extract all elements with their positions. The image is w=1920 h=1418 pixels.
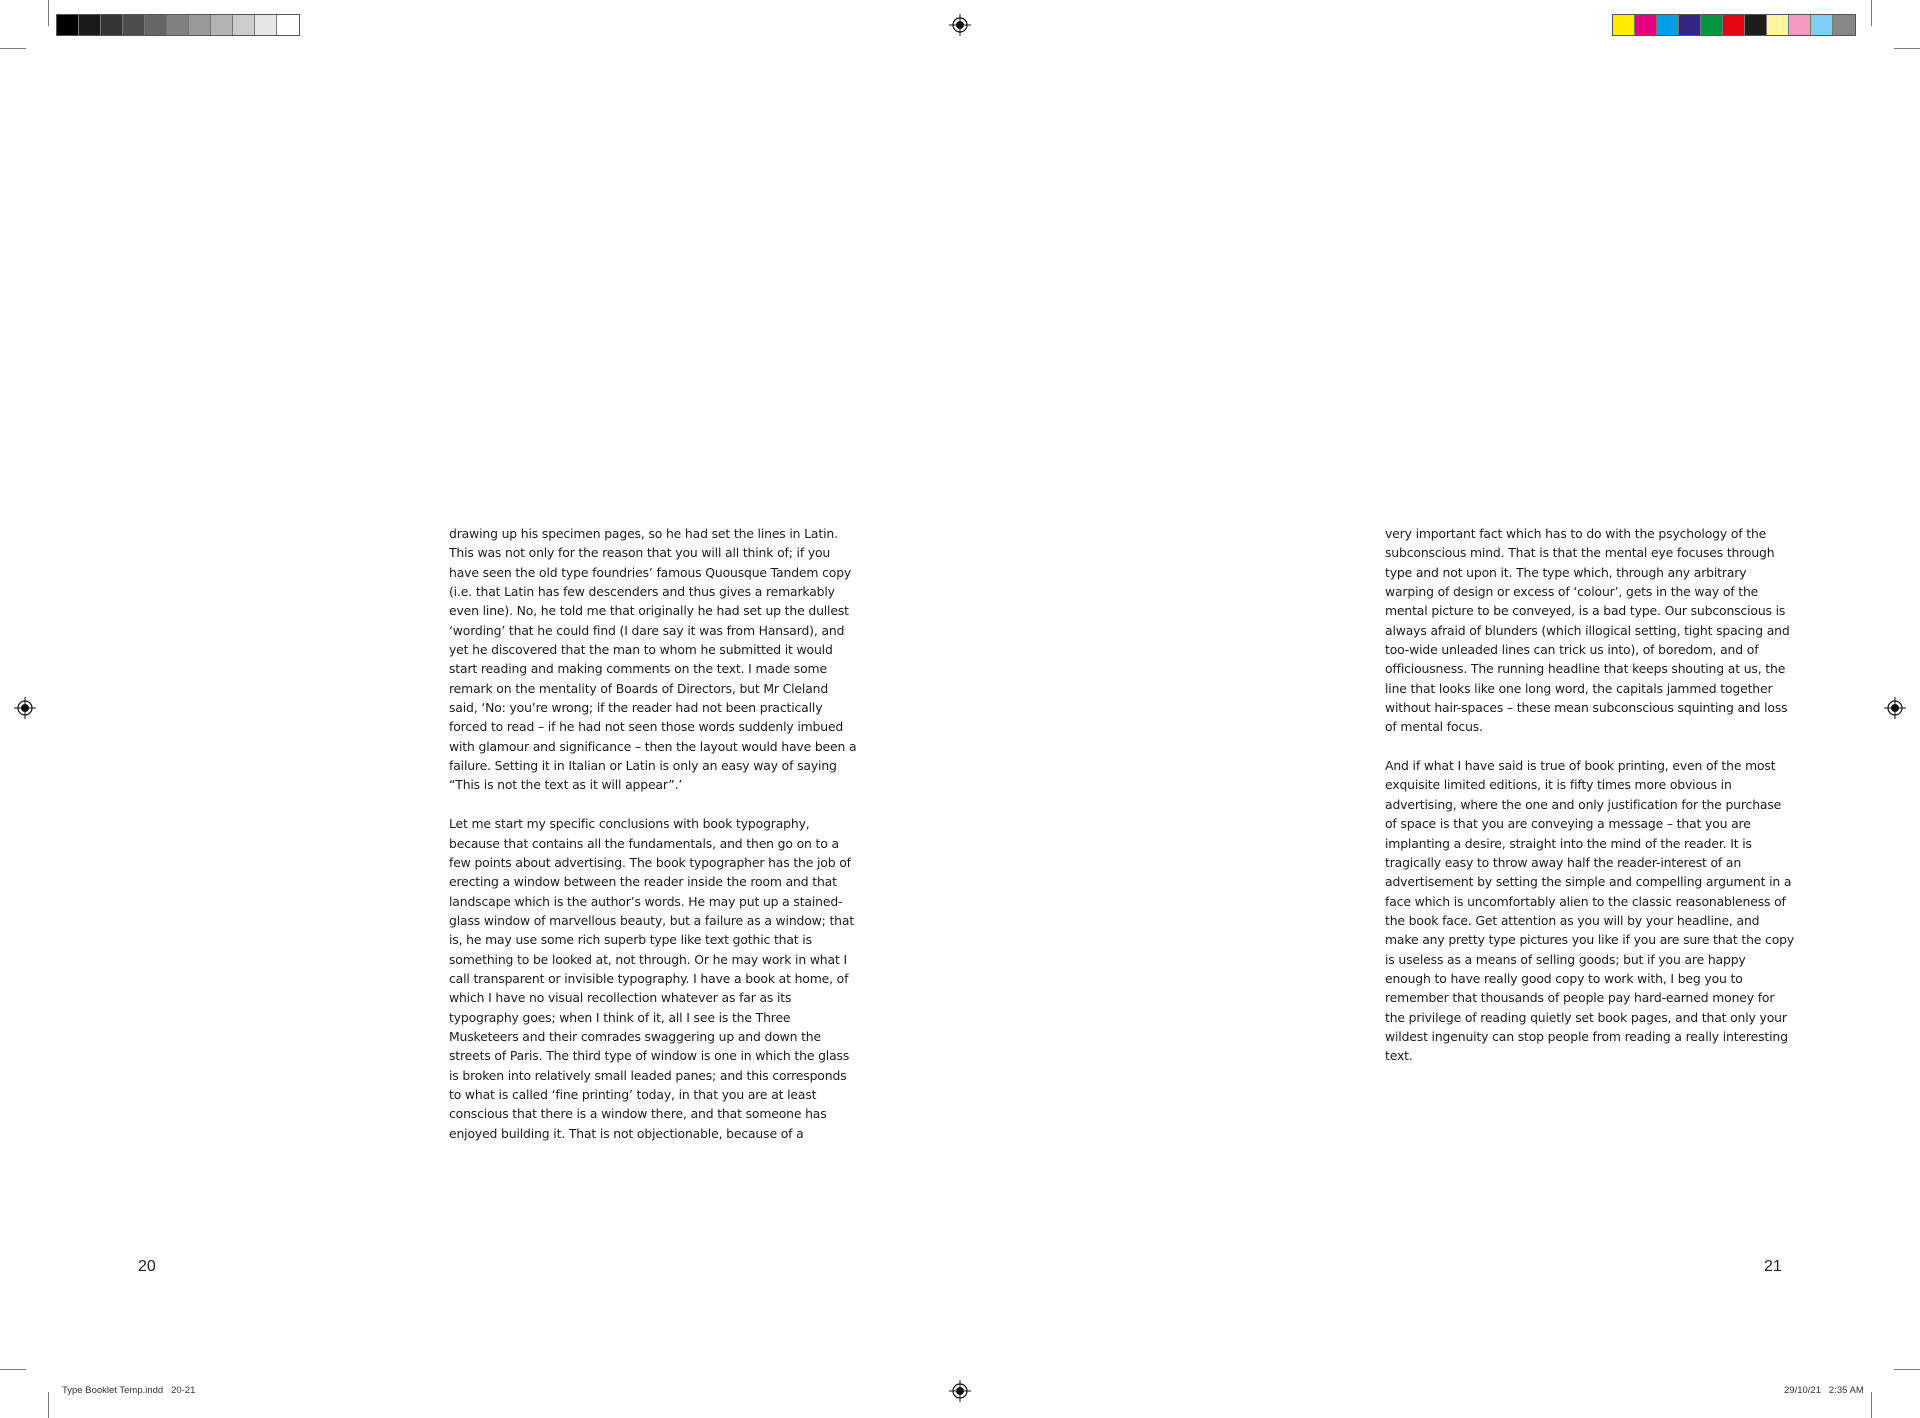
color-swatch [277, 15, 299, 35]
registration-mark-icon [1884, 697, 1906, 719]
crop-mark [1894, 1369, 1920, 1370]
color-swatch [211, 15, 233, 35]
crop-mark [0, 48, 26, 49]
slug-filename: Type Booklet Temp.indd 20-21 [62, 1385, 196, 1396]
crop-mark [48, 1392, 49, 1418]
body-paragraph: And if what I have said is true of book printing, even of the most exquisite limited editions, it is fifty times more obvious in advertising, where the one and only justification for the purchase of space is that you are conveying a message – that you are implanting a desire, straight into the mind of the reader. It is tragically easy to throw away half the reader-interest of an advertisement by setting the simple and compelling argument in a face which is uncomfortably alien to the classic reasonableness of the book face. Get attention as you will by your headline, and make any pretty type pictures you like if you are sure that the copy is useless as a means of selling goods; but if you are happy enough to have really good copy to work with, I beg you to remember that thousands of people pay hard-earned money for the privilege of reading quietly set book pages, and that only your wildest ingenuity can stop people from reading a really interesting text. [1385, 758, 1795, 1064]
color-swatch [1613, 15, 1635, 35]
color-swatch [1635, 15, 1657, 35]
left-page-body-text [449, 524, 859, 1143]
crop-mark [1871, 1392, 1872, 1418]
body-paragraph: Let me start my specific conclusions with book typography, because that contains all the fundamentals, and then go on to a few points about advertising. The book typographer has the job of erecting a window between the reader inside the room and that landscape which is the author’s words. He may put up a stained-glass window of marvellous beauty, but a failure as a window; that is, he may use some rich superb type like text gothic that is something to be looked at, not through. Or he may work in what I call transparent or invisible typography. I have a book at home, of which I have no visual recollection whatever as far as its typography goes; when I think of it, all I see is the Three Musketeers and their comrades swaggering up and down the streets of Paris. The third type of window is one in which the glass is broken into relatively small leaded panes; and this corresponds to what is called ‘fine printing’ today, in that you are at least conscious that there is a window there, and that someone has enjoyed building it. That is not objectionable, because of a [449, 816, 855, 1141]
color-swatch [1679, 15, 1701, 35]
color-swatch [145, 15, 167, 35]
color-swatch [57, 15, 79, 35]
color-swatch [1745, 15, 1767, 35]
body-paragraph: very important fact which has to do with the psychology of the subconscious mind. That is that the mental eye focuses through type and not upon it. The type which, through any arbitrary warping of design or excess of ‘colour’, gets in the way of the mental picture to be conveyed, is a bad type. Our subconscious is always afraid of blunders (which illogical setting, tight spacing and too-wide unleaded lines can trick us into), of boredom, and of officiousness. The running headline that keeps shouting at us, the line that looks like one long word, the capitals jammed together without hair-spaces – these mean subconscious squinting and loss of mental focus. [1385, 526, 1790, 735]
color-swatch [255, 15, 277, 35]
registration-mark-icon [949, 1380, 971, 1402]
registration-mark-icon [949, 14, 971, 36]
grayscale-color-bar [56, 14, 300, 36]
registration-mark-icon [14, 697, 36, 719]
process-color-bar [1612, 14, 1856, 36]
slug-timestamp: 29/10/21 2:35 AM [1784, 1385, 1864, 1396]
page-number: 21 [1764, 1258, 1782, 1275]
color-swatch [1811, 15, 1833, 35]
color-swatch [1701, 15, 1723, 35]
color-swatch [167, 15, 189, 35]
color-swatch [189, 15, 211, 35]
color-swatch [101, 15, 123, 35]
right-page-body-text [1385, 524, 1795, 1066]
crop-mark [48, 0, 49, 26]
crop-mark [0, 1369, 26, 1370]
color-swatch [1833, 15, 1855, 35]
crop-mark [1871, 0, 1872, 26]
color-swatch [1789, 15, 1811, 35]
color-swatch [1767, 15, 1789, 35]
color-swatch [79, 15, 101, 35]
color-swatch [233, 15, 255, 35]
page-number: 20 [138, 1258, 156, 1275]
color-swatch [1723, 15, 1745, 35]
body-paragraph: drawing up his specimen pages, so he had set the lines in Latin. This was not only for the reason that you will all think of; if you have seen the old type foundries’ famous Quousque Tandem copy (i.e. that Latin has few descenders and thus gives a remarkably even line). No, he told me that originally he had set up the dullest ‘wording’ that he could find (I dare say it was from Hansard), and yet he discovered that the man to whom he submitted it would start reading and making comments on the text. I made some remark on the mentality of Boards of Directors, but Mr Cleland said, ‘No: you’re wrong; if the reader had not been practically forced to read – if he had not seen those words suddenly imbued with glamour and significance – then the layout would have been a failure. Setting it in Italian or Latin is only an easy way of saying “This is not the text as it will appear”.’ [449, 526, 857, 793]
color-swatch [123, 15, 145, 35]
crop-mark [1894, 48, 1920, 49]
color-swatch [1657, 15, 1679, 35]
